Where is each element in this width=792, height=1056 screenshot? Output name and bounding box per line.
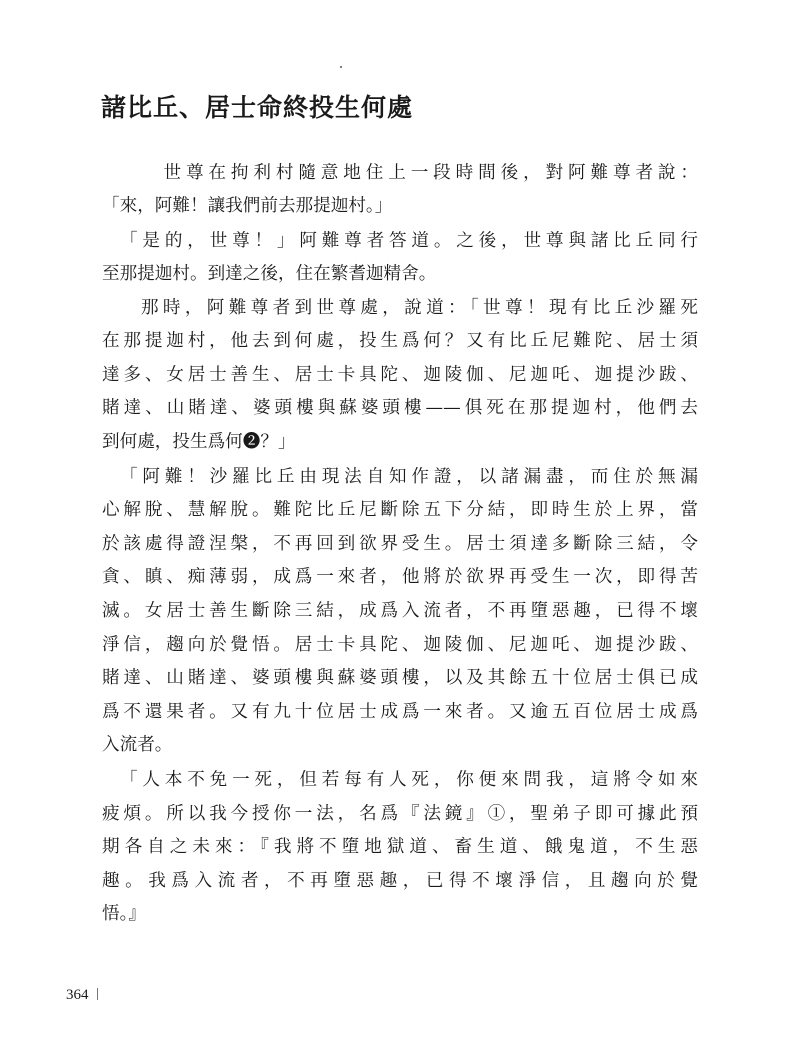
text-line: 貪、瞋、痴薄弱，成爲一來者，他將於欲界再受生一次，即得苦 bbox=[102, 567, 698, 587]
text-line: 「人本不免一死，但若每有人死，你便來問我，這將令如來 bbox=[120, 770, 698, 790]
page-number bbox=[66, 987, 98, 1004]
text-line: 「是的，世尊！」阿難尊者答道。之後，世尊與諸比丘同行 bbox=[120, 231, 698, 251]
text-line: 「阿難！沙羅比丘由現法自知作證，以諸漏盡，而住於無漏 bbox=[120, 467, 698, 487]
text-line: 達多、女居士善生、居士卡具陀、迦陵伽、尼迦吒、迦提沙跋、 bbox=[102, 365, 698, 385]
text-line: 賭達、山賭達、婆頭樓與蘇婆頭樓——俱死在那提迦村，他們去 bbox=[102, 398, 698, 418]
print-speck bbox=[340, 66, 342, 68]
text-line: 淨信，趨向於覺悟。居士卡具陀、迦陵伽、尼迦吒、迦提沙跋、 bbox=[102, 635, 698, 655]
text-line: 滅。女居士善生斷除三結，成爲入流者，不再墮惡趣，已得不壞 bbox=[102, 601, 698, 621]
text-line: 賭達、山賭達、婆頭樓與蘇婆頭樓，以及其餘五十位居士俱已成 bbox=[102, 668, 698, 688]
text-line: 世尊在拘利村隨意地住上一段時間後，對阿難尊者說： bbox=[141, 163, 698, 183]
text-line: 爲不還果者。又有九十位居士成爲一來者。又逾五百位居士成爲 bbox=[102, 702, 698, 722]
text-line: 心解脫、慧解脫。難陀比丘尼斷除五下分結，即時生於上界，當 bbox=[102, 500, 698, 520]
page-number-text: 364 bbox=[66, 987, 89, 1003]
folio-divider bbox=[97, 988, 98, 1000]
text-line: 於該處得證涅槃，不再回到欲界受生。居士須達多斷除三結，令 bbox=[102, 534, 698, 554]
text-line: 疲煩。所以我今授你一法，名爲『法鏡』①，聖弟子即可據此預 bbox=[102, 804, 698, 824]
text-line: 至那提迦村。到達之後，住在繁耆迦精舍。 bbox=[102, 264, 437, 284]
text-line: 入流者。 bbox=[102, 735, 173, 755]
text-line: 「來，阿難！讓我們前去那提迦村。」 bbox=[102, 196, 393, 216]
text-line: 在那提迦村，他去到何處，投生爲何？又有比丘尼難陀、居士須 bbox=[102, 331, 698, 351]
text-line: 那時，阿難尊者到世尊處，說道：「世尊！現有比丘沙羅死 bbox=[141, 298, 698, 318]
text-line: 趣。我爲入流者，不再墮惡趣，已得不壞淨信，且趨向於覺 bbox=[102, 871, 698, 891]
text-line: 期各自之未來：『我將不墮地獄道、畜生道、餓鬼道，不生惡 bbox=[102, 837, 698, 857]
text-line: 悟。』 bbox=[102, 904, 146, 924]
text-line: 到何處，投生爲何❷？」 bbox=[102, 432, 296, 452]
section-heading: 諸比丘、居士命終投生何處 bbox=[101, 93, 414, 122]
